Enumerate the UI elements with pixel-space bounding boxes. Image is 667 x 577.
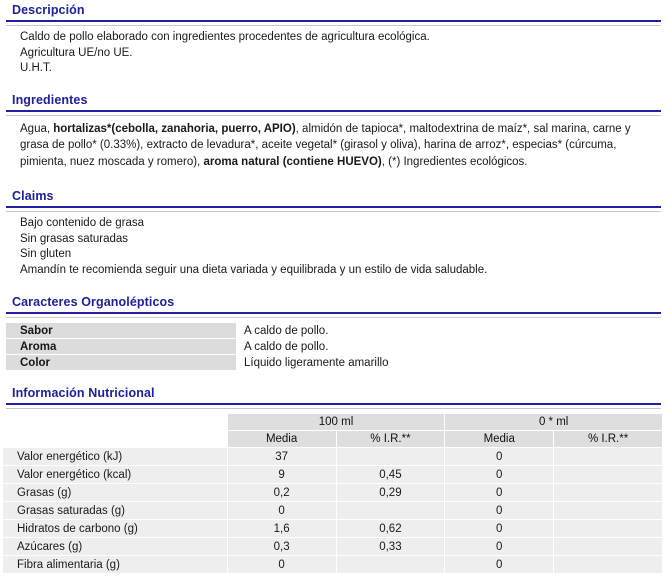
nutrition-row-label: Valor energético (kcal) <box>3 466 227 483</box>
nutrition-row <box>3 484 662 501</box>
section-divider-claims <box>6 206 661 212</box>
nutrition-cell-empty <box>554 502 662 519</box>
section-title-nutricional: Información Nutricional <box>12 386 155 400</box>
section-divider-nutricional <box>6 403 661 409</box>
section-divider-ingredientes <box>6 110 661 116</box>
ingredientes-text <box>6 120 661 171</box>
section-title-organolepticos: Caracteres Organolépticos <box>12 295 175 309</box>
spacer <box>0 170 667 186</box>
nutrition-subheader: Media <box>445 431 553 447</box>
nutrition-cell-empty <box>337 502 445 519</box>
nutrition-row-label: Valor energético (kJ) <box>3 448 227 465</box>
nutrition-cell-empty <box>554 466 662 483</box>
nutrition-cell-value: 0,3 <box>228 538 336 555</box>
organoleptic-label: Aroma <box>6 339 236 354</box>
nutrition-cell-value: 1,6 <box>228 520 336 537</box>
nutrition-row <box>3 556 662 573</box>
ingredientes-run: , almidón de tapioca*, maltodextrina de maíz*, sal marina, carne y grasa de pollo* (0.33%), extracto de levadura*, aceite vegetal* (girasol y oliva), harina de arroz*, especias* (cúrcuma, pimienta, nuez moscada y romero), <box>20 122 631 168</box>
section-claims <box>0 186 667 278</box>
descripcion-line: U.H.T. <box>20 62 52 74</box>
nutrition-header-corner <box>3 414 227 430</box>
nutrition-row-label: Fibra alimentaria (g) <box>3 556 227 573</box>
section-divider-organolepticos <box>6 312 661 318</box>
spacer <box>0 371 667 383</box>
claims-line: Sin gluten <box>20 248 72 260</box>
nutrition-cell-empty <box>337 556 445 573</box>
nutrition-cell-value: 37 <box>228 448 336 465</box>
nutrition-subheader: % I.R.** <box>554 431 662 447</box>
nutrition-row-label: Hidratos de carbono (g) <box>3 520 227 537</box>
nutrition-row <box>3 502 662 519</box>
nutrition-cell-value: 0,62 <box>337 520 445 537</box>
ingredientes-allergen-run: hortalizas*(cebolla, zanahoria, puerro, APIO) <box>53 122 296 135</box>
nutrition-cell-value: 0 <box>445 484 553 501</box>
organoleptic-label: Color <box>6 355 236 370</box>
ingredientes-run: , (*) Ingredientes ecológicos. <box>381 155 528 168</box>
claims-line: Bajo contenido de grasa <box>20 217 145 229</box>
section-title-claims: Claims <box>12 189 54 203</box>
spacer <box>0 77 667 90</box>
claims-line: Amandín te recomienda seguir una dieta variada y equilibrada y un estilo de vida saludable. <box>20 263 488 276</box>
nutrition-subheader: % I.R.** <box>337 431 445 447</box>
organoleptic-row <box>6 323 661 338</box>
nutrition-row-label: Grasas saturadas (g) <box>3 502 227 519</box>
organoleptic-value: A caldo de pollo. <box>244 340 329 353</box>
nutrition-cell-value: 0 <box>445 448 553 465</box>
nutrition-row <box>3 520 662 537</box>
ingredientes-run: Agua, <box>20 122 54 135</box>
section-nutricional <box>0 383 667 409</box>
nutrition-cell-value: 0 <box>445 538 553 555</box>
nutrition-cell-value: 0 <box>228 556 336 573</box>
nutrition-table <box>2 413 663 574</box>
descripcion-line: Agricultura UE/no UE. <box>20 46 133 59</box>
nutrition-cell-value: 0,2 <box>228 484 336 501</box>
nutrition-cell-empty <box>554 520 662 537</box>
claims-lines <box>6 216 661 278</box>
nutrition-group-header: 100 ml <box>228 414 445 430</box>
section-title-ingredientes: Ingredientes <box>12 92 88 107</box>
nutrition-row <box>3 466 662 483</box>
nutrition-row-label: Azúcares (g) <box>3 538 227 555</box>
organoleptic-label: Sabor <box>6 323 236 338</box>
nutrition-row <box>3 538 662 555</box>
nutrition-cell-value: 0 <box>445 520 553 537</box>
nutrition-cell-value: 0 <box>445 502 553 519</box>
organoleptic-row <box>6 355 661 370</box>
organoleptic-value: Líquido ligeramente amarillo <box>244 356 389 369</box>
claims-line: Sin grasas saturadas <box>20 232 129 245</box>
nutrition-row-label: Grasas (g) <box>3 484 227 501</box>
section-title-descripcion: Descripción <box>12 3 85 17</box>
section-descripcion <box>0 0 667 77</box>
descripcion-lines <box>6 30 661 77</box>
nutrition-cell-value: 0 <box>445 466 553 483</box>
nutrition-subheader: Media <box>228 431 336 447</box>
nutrition-cell-empty <box>554 538 662 555</box>
section-ingredientes <box>0 90 667 171</box>
nutrition-cell-value: 0 <box>445 556 553 573</box>
nutrition-group-header: 0 * ml <box>445 414 662 430</box>
nutrition-cell-value: 0,33 <box>337 538 445 555</box>
organoleptic-value: A caldo de pollo. <box>244 324 329 337</box>
nutrition-group-header-row <box>3 414 662 430</box>
nutrition-cell-empty <box>337 448 445 465</box>
nutrition-subheader-corner <box>3 431 227 447</box>
ingredientes-allergen-run: aroma natural (contiene HUEVO) <box>203 155 382 168</box>
nutrition-cell-empty <box>554 448 662 465</box>
nutrition-cell-empty <box>554 556 662 573</box>
section-divider-descripcion <box>6 20 661 26</box>
nutrition-cell-value: 0,45 <box>337 466 445 483</box>
nutrition-cell-value: 9 <box>228 466 336 483</box>
nutrition-cell-empty <box>554 484 662 501</box>
nutrition-cell-value: 0 <box>228 502 336 519</box>
spacer <box>0 278 667 292</box>
section-organolepticos <box>0 292 667 318</box>
descripcion-line: Caldo de pollo elaborado con ingredientes procedentes de agricultura ecológica. <box>20 31 430 43</box>
organoleptic-table <box>6 322 661 371</box>
organoleptic-row <box>6 339 661 354</box>
nutrition-cell-value: 0,29 <box>337 484 445 501</box>
nutrition-subheader-row <box>3 431 662 447</box>
nutrition-row <box>3 448 662 465</box>
